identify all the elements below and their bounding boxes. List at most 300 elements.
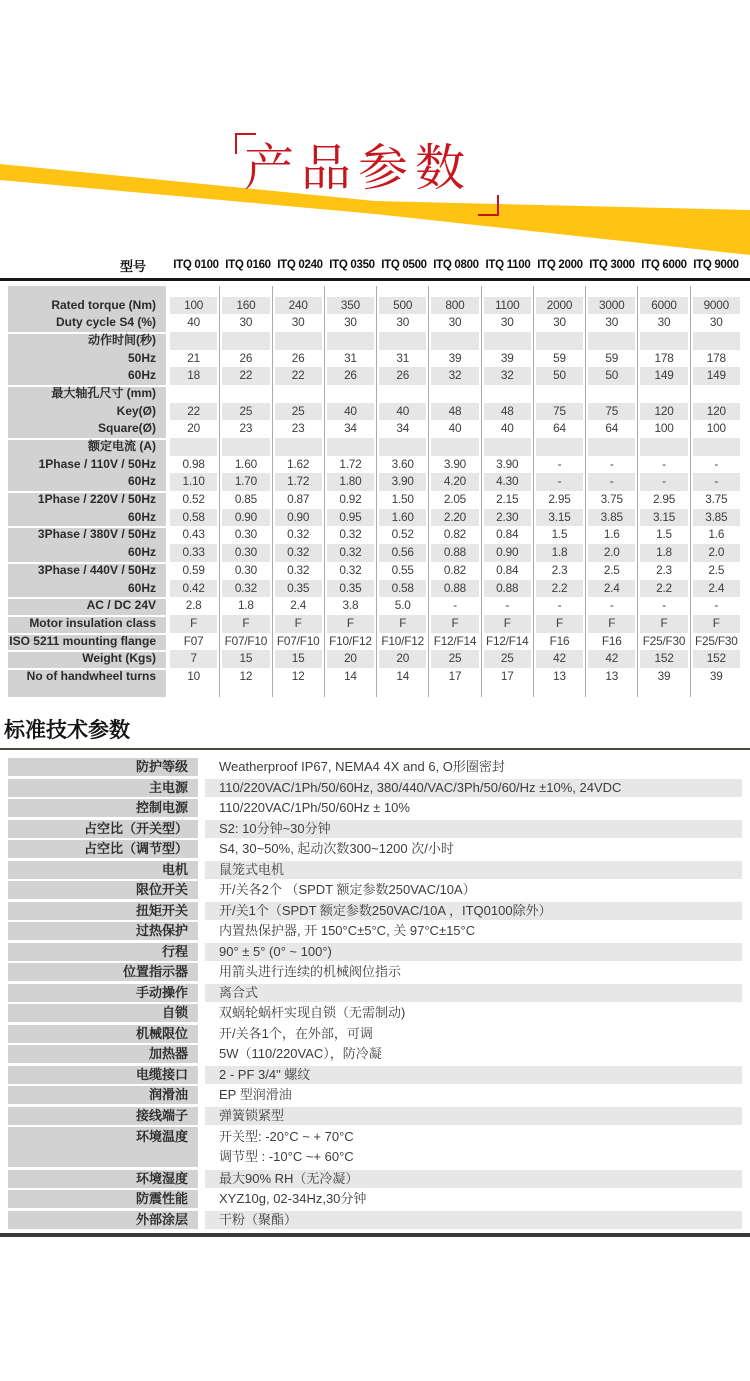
value-cell: 39 bbox=[481, 350, 533, 368]
value-cell: 0.32 bbox=[324, 526, 376, 544]
tech-row-gap bbox=[198, 943, 205, 961]
value-cell: 3.8 bbox=[324, 597, 376, 615]
table-row bbox=[8, 350, 742, 368]
value-cell bbox=[481, 438, 533, 456]
table-row bbox=[8, 367, 742, 385]
value-cell: 40 bbox=[324, 403, 376, 421]
value-cell: 2.4 bbox=[690, 580, 742, 598]
tech-row-label: 扭矩开关 bbox=[8, 902, 198, 920]
table-row bbox=[8, 297, 742, 315]
value-cell: 30 bbox=[219, 314, 271, 332]
value-cell: 39 bbox=[690, 668, 742, 686]
tech-row-value: 双蜗轮蜗杆实现自锁（无需制动) bbox=[219, 1005, 406, 1021]
table-row bbox=[8, 633, 742, 651]
value-cell: 0.90 bbox=[272, 509, 324, 527]
value-cell: 0.32 bbox=[324, 562, 376, 580]
value-cell: F bbox=[272, 615, 324, 633]
tech-row-label: 占空比（开关型） bbox=[8, 820, 198, 838]
row-label: Key(Ø) bbox=[8, 403, 168, 421]
value-cell: 1.5 bbox=[637, 526, 689, 544]
tech-section-divider-rule bbox=[0, 748, 750, 751]
tech-row bbox=[8, 799, 742, 817]
row-label: 1Phase / 110V / 50Hz bbox=[8, 456, 168, 474]
table-row bbox=[8, 668, 742, 686]
page-title: 产品参数 bbox=[244, 140, 472, 196]
tech-row-label: 电机 bbox=[8, 861, 198, 879]
tech-row-gap bbox=[198, 840, 205, 858]
value-cell: 32 bbox=[481, 367, 533, 385]
tech-row-gap bbox=[198, 922, 205, 940]
value-cell: 13 bbox=[585, 668, 637, 686]
tech-row bbox=[8, 779, 742, 797]
value-cell: 0.30 bbox=[219, 544, 271, 562]
value-cell: 3.60 bbox=[376, 456, 428, 474]
model-header: ITQ 0100 bbox=[173, 259, 219, 271]
tech-row-value-line: 开关型: -20°C ~ + 70°C bbox=[219, 1129, 354, 1145]
tech-row-value: 110/220VAC/1Ph/50/60Hz, 380/440/VAC/3Ph/50/60/Hz ±10%, 24VDC bbox=[205, 779, 742, 797]
value-cell: 15 bbox=[219, 650, 271, 668]
value-cell: 0.95 bbox=[324, 509, 376, 527]
tech-row bbox=[8, 1004, 742, 1022]
value-cell: - bbox=[637, 456, 689, 474]
value-cell bbox=[637, 438, 689, 456]
value-cell bbox=[690, 385, 742, 403]
value-cell: 48 bbox=[428, 403, 480, 421]
value-cell: 3.90 bbox=[376, 473, 428, 491]
tech-row-value: 2 - PF 3/4" 螺纹 bbox=[205, 1066, 742, 1084]
value-cell: 6000 bbox=[637, 297, 689, 315]
value-cell: - bbox=[533, 597, 585, 615]
value-cell: 0.32 bbox=[272, 526, 324, 544]
tech-row bbox=[8, 963, 742, 981]
value-cell: 2.3 bbox=[637, 562, 689, 580]
value-cell: F07/F10 bbox=[219, 633, 271, 651]
value-cell bbox=[585, 385, 637, 403]
value-cell bbox=[219, 332, 271, 350]
value-cell: 4.30 bbox=[481, 473, 533, 491]
bottom-divider-rule bbox=[0, 1233, 750, 1237]
tech-row-label: 环境温度 bbox=[8, 1127, 198, 1167]
value-cell: - bbox=[637, 597, 689, 615]
value-cell: 42 bbox=[533, 650, 585, 668]
tech-row-value: 110/220VAC/1Ph/50/60Hz ± 10% bbox=[219, 800, 410, 816]
value-cell bbox=[376, 385, 428, 403]
value-cell bbox=[637, 686, 689, 697]
row-label: 60Hz bbox=[8, 544, 168, 562]
value-cell: 7 bbox=[168, 650, 219, 668]
value-cell: 39 bbox=[428, 350, 480, 368]
value-cell: 1.10 bbox=[168, 473, 219, 491]
value-cell: 13 bbox=[533, 668, 585, 686]
tech-spec-list bbox=[8, 758, 742, 1229]
value-cell bbox=[376, 286, 428, 297]
tech-row-label: 自锁 bbox=[8, 1004, 198, 1022]
value-cell: 22 bbox=[168, 403, 219, 421]
tech-row-gap bbox=[198, 1170, 205, 1188]
tech-row-label: 机械限位 bbox=[8, 1025, 198, 1043]
tech-row-gap bbox=[198, 1086, 205, 1104]
value-cell: F12/F14 bbox=[428, 633, 480, 651]
value-cell: 0.98 bbox=[182, 456, 205, 471]
tech-row-gap bbox=[198, 1190, 205, 1208]
value-cell: 40 bbox=[187, 315, 200, 330]
value-cell: 2.8 bbox=[185, 598, 202, 613]
tech-row bbox=[8, 820, 742, 838]
table-row bbox=[8, 456, 742, 474]
tech-row-value: S4, 30~50%, 起动次数300~1200 次/小时 bbox=[219, 841, 454, 857]
value-cell: 1.8 bbox=[533, 544, 585, 562]
tech-row-label: 环境湿度 bbox=[8, 1170, 198, 1188]
tech-row-value: 内置热保护器, 开 150°C±5°C, 关 97°C±15°C bbox=[219, 923, 476, 939]
value-cell: 1.50 bbox=[376, 491, 428, 509]
value-cell: 120 bbox=[637, 403, 689, 421]
value-cell: F bbox=[533, 615, 585, 633]
tech-row-value: 弹簧锁紧型 bbox=[205, 1107, 742, 1125]
table-row bbox=[8, 491, 742, 509]
model-column-label: 型号 bbox=[119, 258, 146, 274]
value-cell: 23 bbox=[272, 420, 324, 438]
value-cell: 2.5 bbox=[690, 562, 742, 580]
value-cell: - bbox=[585, 597, 637, 615]
tech-row-gap bbox=[198, 861, 205, 879]
value-cell bbox=[324, 438, 376, 456]
value-cell: 2.4 bbox=[272, 597, 324, 615]
tech-row-gap bbox=[198, 881, 205, 899]
value-cell bbox=[585, 686, 637, 697]
value-cell: 17 bbox=[481, 668, 533, 686]
value-cell: 0.88 bbox=[481, 580, 533, 598]
value-cell: 0.84 bbox=[481, 562, 533, 580]
value-cell: 1.5 bbox=[533, 526, 585, 544]
tech-row-gap bbox=[198, 1107, 205, 1125]
table-row bbox=[8, 509, 742, 527]
value-cell: 14 bbox=[376, 668, 428, 686]
value-cell bbox=[272, 438, 324, 456]
row-label: Square(Ø) bbox=[8, 420, 168, 438]
value-cell bbox=[481, 686, 533, 697]
value-cell: 23 bbox=[219, 420, 271, 438]
row-label: 动作时间(秒) bbox=[8, 332, 168, 350]
value-cell: 0.88 bbox=[428, 544, 480, 562]
tech-row-gap bbox=[198, 1211, 205, 1229]
value-cell: 1.6 bbox=[690, 526, 742, 544]
value-cell: 31 bbox=[324, 350, 376, 368]
table-row bbox=[8, 615, 742, 633]
value-cell: F07 bbox=[183, 633, 204, 648]
value-cell: 3.85 bbox=[690, 509, 742, 527]
value-cell bbox=[481, 332, 533, 350]
tech-row-label: 行程 bbox=[8, 943, 198, 961]
tech-row-gap bbox=[198, 1066, 205, 1084]
row-label: 1Phase / 220V / 50Hz bbox=[8, 491, 168, 509]
value-cell: 26 bbox=[219, 350, 271, 368]
value-cell: 12 bbox=[219, 668, 271, 686]
value-cell: 100 bbox=[637, 420, 689, 438]
tech-row-label: 位置指示器 bbox=[8, 963, 198, 981]
value-cell: 42 bbox=[585, 650, 637, 668]
value-cell: 30 bbox=[637, 314, 689, 332]
tech-row bbox=[8, 881, 742, 899]
value-cell bbox=[272, 686, 324, 697]
table-row bbox=[8, 650, 742, 668]
row-label: Motor insulation class bbox=[8, 615, 168, 633]
value-cell: 2.30 bbox=[481, 509, 533, 527]
value-cell: 30 bbox=[690, 314, 742, 332]
page-title-block bbox=[235, 133, 535, 229]
table-row bbox=[8, 286, 742, 297]
tech-row-value: 离合式 bbox=[205, 984, 742, 1002]
value-cell bbox=[376, 332, 428, 350]
table-row bbox=[8, 403, 742, 421]
table-row bbox=[8, 438, 742, 456]
value-cell bbox=[168, 438, 219, 456]
value-cell: 0.85 bbox=[219, 491, 271, 509]
row-label: ISO 5211 mounting flange bbox=[8, 633, 168, 651]
tech-row bbox=[8, 984, 742, 1002]
value-cell: 0.82 bbox=[428, 526, 480, 544]
tech-row-value: 干粉（聚酯） bbox=[205, 1211, 742, 1229]
tech-row-label: 加热器 bbox=[8, 1045, 198, 1063]
value-cell: 2.05 bbox=[428, 491, 480, 509]
value-cell: 26 bbox=[376, 367, 428, 385]
tech-row-gap bbox=[198, 1025, 205, 1043]
value-cell: 2.0 bbox=[690, 544, 742, 562]
row-label: 60Hz bbox=[8, 473, 168, 491]
value-cell: 64 bbox=[533, 420, 585, 438]
tech-row-value: 用箭头进行连续的机械阀位指示 bbox=[219, 964, 402, 980]
value-cell: F10/F12 bbox=[376, 633, 428, 651]
row-label: Rated torque (Nm) bbox=[8, 297, 168, 315]
value-cell: 50 bbox=[533, 367, 585, 385]
value-cell: 75 bbox=[585, 403, 637, 421]
value-cell bbox=[219, 686, 271, 697]
value-cell: 0.58 bbox=[376, 580, 428, 598]
value-cell: 0.35 bbox=[272, 580, 324, 598]
value-cell: 25 bbox=[428, 650, 480, 668]
tech-row bbox=[8, 1190, 742, 1208]
value-cell: 500 bbox=[376, 297, 428, 315]
value-cell: 0.90 bbox=[481, 544, 533, 562]
value-cell bbox=[690, 286, 742, 297]
value-cell: 0.33 bbox=[168, 544, 219, 562]
tech-row bbox=[8, 902, 742, 920]
tech-row-gap bbox=[198, 902, 205, 920]
value-cell: - bbox=[481, 597, 533, 615]
value-cell: 40 bbox=[376, 403, 428, 421]
value-cell: 2.5 bbox=[585, 562, 637, 580]
value-cell: - bbox=[585, 473, 637, 491]
header-divider-rule bbox=[0, 278, 750, 281]
value-cell bbox=[533, 686, 585, 697]
value-cell: 0.58 bbox=[168, 509, 219, 527]
value-cell: 34 bbox=[324, 420, 376, 438]
tech-row-label: 过热保护 bbox=[8, 922, 198, 940]
tech-row-label: 控制电源 bbox=[8, 799, 198, 817]
value-cell: 12 bbox=[272, 668, 324, 686]
value-cell: 17 bbox=[428, 668, 480, 686]
value-cell: 1.62 bbox=[272, 456, 324, 474]
table-row bbox=[8, 473, 742, 491]
value-cell: 100 bbox=[168, 297, 219, 315]
value-cell: 4.20 bbox=[428, 473, 480, 491]
table-row bbox=[8, 332, 742, 350]
tech-row-gap bbox=[198, 1127, 205, 1167]
value-cell: F bbox=[481, 615, 533, 633]
tech-row bbox=[8, 1086, 742, 1104]
value-cell: 1100 bbox=[481, 297, 533, 315]
value-cell: 30 bbox=[585, 314, 637, 332]
value-cell: - bbox=[533, 456, 585, 474]
table-row bbox=[8, 686, 742, 697]
tech-row-gap bbox=[198, 758, 205, 776]
value-cell: 10 bbox=[187, 668, 200, 683]
value-cell: F bbox=[690, 615, 742, 633]
value-cell: 0.59 bbox=[182, 562, 205, 577]
value-cell: - bbox=[428, 597, 480, 615]
tech-row-gap bbox=[198, 799, 205, 817]
model-header: ITQ 9000 bbox=[693, 259, 739, 271]
value-cell: 152 bbox=[637, 650, 689, 668]
value-cell: 120 bbox=[690, 403, 742, 421]
value-cell: - bbox=[690, 597, 742, 615]
table-row bbox=[8, 385, 742, 403]
tech-row bbox=[8, 922, 742, 940]
value-cell bbox=[272, 332, 324, 350]
value-cell: 2.15 bbox=[481, 491, 533, 509]
value-cell bbox=[168, 385, 219, 403]
value-cell: 1.72 bbox=[324, 456, 376, 474]
value-cell: 20 bbox=[187, 421, 200, 436]
tech-row-gap bbox=[198, 820, 205, 838]
tech-row-value: XYZ10g, 02-34Hz,30分钟 bbox=[219, 1191, 367, 1207]
tech-row-gap bbox=[198, 963, 205, 981]
tech-row-label: 防震性能 bbox=[8, 1190, 198, 1208]
value-cell: 0.35 bbox=[324, 580, 376, 598]
tech-row-value bbox=[205, 1127, 742, 1167]
value-cell: 0.52 bbox=[182, 492, 205, 507]
value-cell: 0.55 bbox=[376, 562, 428, 580]
value-cell: 30 bbox=[272, 314, 324, 332]
model-header: ITQ 0160 bbox=[225, 259, 271, 271]
value-cell: 21 bbox=[187, 350, 200, 365]
spec-table bbox=[8, 286, 742, 697]
value-cell: 30 bbox=[324, 314, 376, 332]
tech-row-label: 手动操作 bbox=[8, 984, 198, 1002]
value-cell: 5.0 bbox=[376, 597, 428, 615]
table-row bbox=[8, 314, 742, 332]
row-label: 3Phase / 380V / 50Hz bbox=[8, 526, 168, 544]
value-cell: 3.90 bbox=[428, 456, 480, 474]
table-row bbox=[8, 544, 742, 562]
value-cell: 31 bbox=[376, 350, 428, 368]
tech-row-value: 开/关各2个 （SPDT 额定参数250VAC/10A） bbox=[219, 882, 476, 898]
value-cell: 0.42 bbox=[168, 580, 219, 598]
tech-row-gap bbox=[198, 1004, 205, 1022]
value-cell: F10/F12 bbox=[324, 633, 376, 651]
value-cell: 25 bbox=[481, 650, 533, 668]
value-cell bbox=[168, 286, 219, 297]
model-header: ITQ 1100 bbox=[485, 259, 531, 271]
value-cell: - bbox=[533, 473, 585, 491]
value-cell: 1.72 bbox=[272, 473, 324, 491]
value-cell bbox=[481, 385, 533, 403]
value-cell: F16 bbox=[585, 633, 637, 651]
model-header: ITQ 0350 bbox=[329, 259, 375, 271]
row-label bbox=[8, 686, 168, 697]
value-cell: F16 bbox=[533, 633, 585, 651]
value-cell: 2.0 bbox=[585, 544, 637, 562]
value-cell bbox=[637, 286, 689, 297]
row-label: 3Phase / 440V / 50Hz bbox=[8, 562, 168, 580]
value-cell bbox=[376, 686, 428, 697]
tech-row-gap bbox=[198, 984, 205, 1002]
value-cell: F bbox=[585, 615, 637, 633]
value-cell: - bbox=[690, 456, 742, 474]
value-cell bbox=[690, 438, 742, 456]
row-label: 60Hz bbox=[8, 367, 168, 385]
value-cell bbox=[585, 286, 637, 297]
value-cell: 1.80 bbox=[324, 473, 376, 491]
table-row bbox=[8, 580, 742, 598]
value-cell: 22 bbox=[219, 367, 271, 385]
value-cell: 1.70 bbox=[219, 473, 271, 491]
value-cell: 2.95 bbox=[637, 491, 689, 509]
value-cell: F07/F10 bbox=[272, 633, 324, 651]
tech-row-label: 占空比（调节型） bbox=[8, 840, 198, 858]
value-cell: 15 bbox=[272, 650, 324, 668]
tech-row-label: 防护等级 bbox=[8, 758, 198, 776]
value-cell: 0.32 bbox=[324, 544, 376, 562]
tech-row bbox=[8, 1045, 742, 1063]
value-cell bbox=[219, 286, 271, 297]
value-cell bbox=[324, 385, 376, 403]
value-cell: 3.15 bbox=[637, 509, 689, 527]
tech-row-value: 5W（110/220VAC），防冷凝 bbox=[219, 1046, 382, 1062]
tech-row-value: 开/关1个（SPDT 额定参数250VAC/10A ，ITQ0100除外） bbox=[205, 902, 742, 920]
value-cell: 30 bbox=[533, 314, 585, 332]
value-cell bbox=[272, 286, 324, 297]
table-row bbox=[8, 597, 742, 615]
value-cell: 2.20 bbox=[428, 509, 480, 527]
value-cell bbox=[533, 438, 585, 456]
value-cell bbox=[428, 286, 480, 297]
value-cell: 14 bbox=[324, 668, 376, 686]
value-cell: F bbox=[428, 615, 480, 633]
value-cell: 2.3 bbox=[533, 562, 585, 580]
value-cell: 2.2 bbox=[533, 580, 585, 598]
value-cell: F25/F30 bbox=[690, 633, 742, 651]
value-cell bbox=[272, 385, 324, 403]
value-cell: 1.6 bbox=[585, 526, 637, 544]
tech-row bbox=[8, 1127, 742, 1167]
value-cell: 3.15 bbox=[533, 509, 585, 527]
value-cell bbox=[533, 332, 585, 350]
value-cell: 1.8 bbox=[219, 597, 271, 615]
value-cell: 25 bbox=[219, 403, 271, 421]
row-label: Duty cycle S4 (%) bbox=[8, 314, 168, 332]
value-cell: 3.85 bbox=[585, 509, 637, 527]
value-cell: 1.60 bbox=[376, 509, 428, 527]
corner-bracket-bottom-right-icon bbox=[478, 195, 499, 216]
value-cell: 3.75 bbox=[690, 491, 742, 509]
value-cell: 3000 bbox=[585, 297, 637, 315]
tech-row bbox=[8, 861, 742, 879]
value-cell: 25 bbox=[272, 403, 324, 421]
value-cell: 152 bbox=[690, 650, 742, 668]
value-cell: 0.32 bbox=[272, 544, 324, 562]
tech-row-value-line: 调节型 : -10°C ~+ 60°C bbox=[219, 1149, 354, 1165]
value-cell: F bbox=[168, 615, 219, 633]
